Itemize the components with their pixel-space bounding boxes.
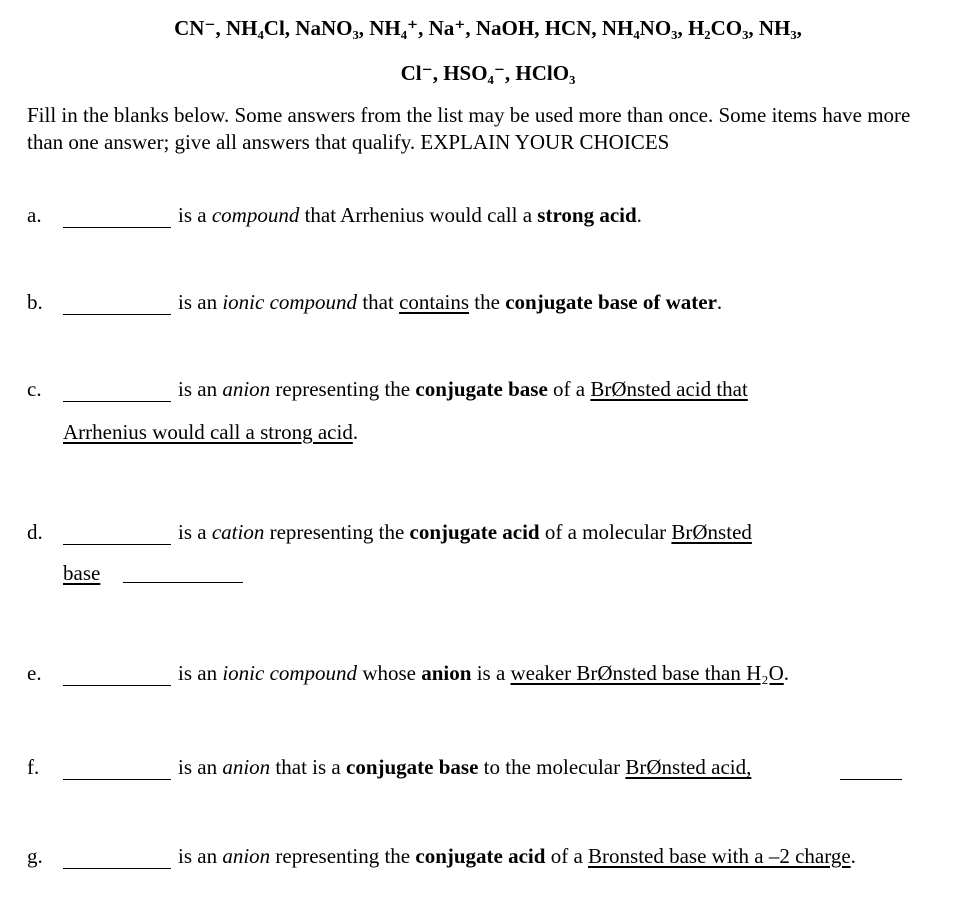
- answer-blank-f2[interactable]: [840, 779, 902, 780]
- answer-blank-d2[interactable]: [123, 582, 243, 583]
- bold-term: conjugate acid: [415, 844, 546, 868]
- answer-blank-a[interactable]: [63, 227, 171, 228]
- italic-term: compound: [211, 203, 300, 227]
- question-letter: a.: [27, 203, 42, 227]
- text-segment: is an: [178, 755, 223, 779]
- answer-blank-g[interactable]: [63, 868, 171, 869]
- text-segment: .: [716, 290, 723, 314]
- text-segment: .: [636, 203, 642, 227]
- underlined-term: BrØnsted acid,: [625, 755, 752, 779]
- question-b-text: [178, 289, 722, 315]
- italic-term: cation: [211, 520, 265, 544]
- question-letter: g.: [27, 844, 43, 868]
- underlined-term: base: [63, 561, 101, 585]
- text-segment: .: [783, 661, 790, 685]
- text-segment: of a: [547, 377, 591, 401]
- bold-term: conjugate base of water: [505, 290, 717, 314]
- question-c-continuation: [63, 419, 358, 445]
- question-letter: d.: [27, 520, 43, 544]
- italic-term: ionic compound: [222, 290, 358, 314]
- question-letter: b.: [27, 290, 43, 314]
- text-segment: to the molecular: [478, 755, 626, 779]
- text-segment: representing the: [264, 520, 410, 544]
- text-segment: is a: [178, 520, 212, 544]
- underlined-term: Arrhenius would call a strong acid: [63, 420, 353, 444]
- underlined-term: BrØnsted: [671, 520, 752, 544]
- chemical-list-line-1: CN⁻, NH₄Cl, NaNO₃, NH₄⁺, Na⁺, NaOH, HCN, NH₄NO₃, H₂CO₃, NH₃,: [174, 16, 802, 40]
- underlined-term: BrØnsted acid that: [590, 377, 748, 401]
- text-segment: .: [850, 844, 856, 868]
- question-g-text: [178, 843, 856, 869]
- underlined-term: weaker BrØnsted base than H₂O: [510, 661, 784, 685]
- italic-term: ionic compound: [222, 661, 358, 685]
- bold-term: strong acid: [537, 203, 637, 227]
- text-segment: is an: [178, 661, 223, 685]
- answer-blank-f[interactable]: [63, 779, 171, 780]
- text-segment: that: [357, 290, 400, 314]
- question-d-text: [178, 519, 752, 545]
- answer-blank-b[interactable]: [63, 314, 171, 315]
- bold-term: anion: [421, 661, 472, 685]
- text-segment: is an: [178, 844, 223, 868]
- question-e-text: [178, 660, 789, 686]
- text-segment: that Arrhenius would call a: [299, 203, 538, 227]
- text-segment: is a: [471, 661, 511, 685]
- text-segment: is an: [178, 377, 223, 401]
- text-segment: is an: [178, 290, 223, 314]
- question-d-continuation: [63, 560, 100, 586]
- bold-term: conjugate base: [346, 755, 479, 779]
- answer-blank-e[interactable]: [63, 685, 171, 686]
- text-segment: representing the: [270, 377, 416, 401]
- text-segment: whose: [357, 661, 422, 685]
- question-c-text: [178, 376, 748, 402]
- question-letter: f.: [27, 755, 40, 779]
- underlined-term: Bronsted base with a –2 charge: [588, 844, 851, 868]
- text-segment: is a: [178, 203, 212, 227]
- underlined-term: contains: [399, 290, 470, 314]
- text-segment: that is a: [270, 755, 346, 779]
- bold-term: conjugate base: [415, 377, 548, 401]
- answer-blank-c[interactable]: [63, 401, 171, 402]
- text-segment: .: [352, 420, 359, 444]
- question-letter: e.: [27, 661, 42, 685]
- instructions: Fill in the blanks below. Some answers from the list may be used more than once. Some items have more than one answer; give all answers that qualify. EXPLAIN YOUR CHOICES: [27, 103, 911, 154]
- italic-term: anion: [222, 377, 271, 401]
- text-segment: representing the: [270, 844, 416, 868]
- text-segment: of a: [545, 844, 589, 868]
- text-segment: of a molecular: [539, 520, 672, 544]
- question-f-text: [178, 754, 751, 780]
- italic-term: anion: [222, 844, 271, 868]
- answer-blank-d[interactable]: [63, 544, 171, 545]
- italic-term: anion: [222, 755, 271, 779]
- question-a-text: [178, 202, 642, 228]
- chemical-list-line-2: Cl⁻, HSO₄⁻, HClO₃: [400, 61, 576, 85]
- question-letter: c.: [27, 377, 42, 401]
- bold-term: conjugate acid: [409, 520, 540, 544]
- text-segment: the: [469, 290, 506, 314]
